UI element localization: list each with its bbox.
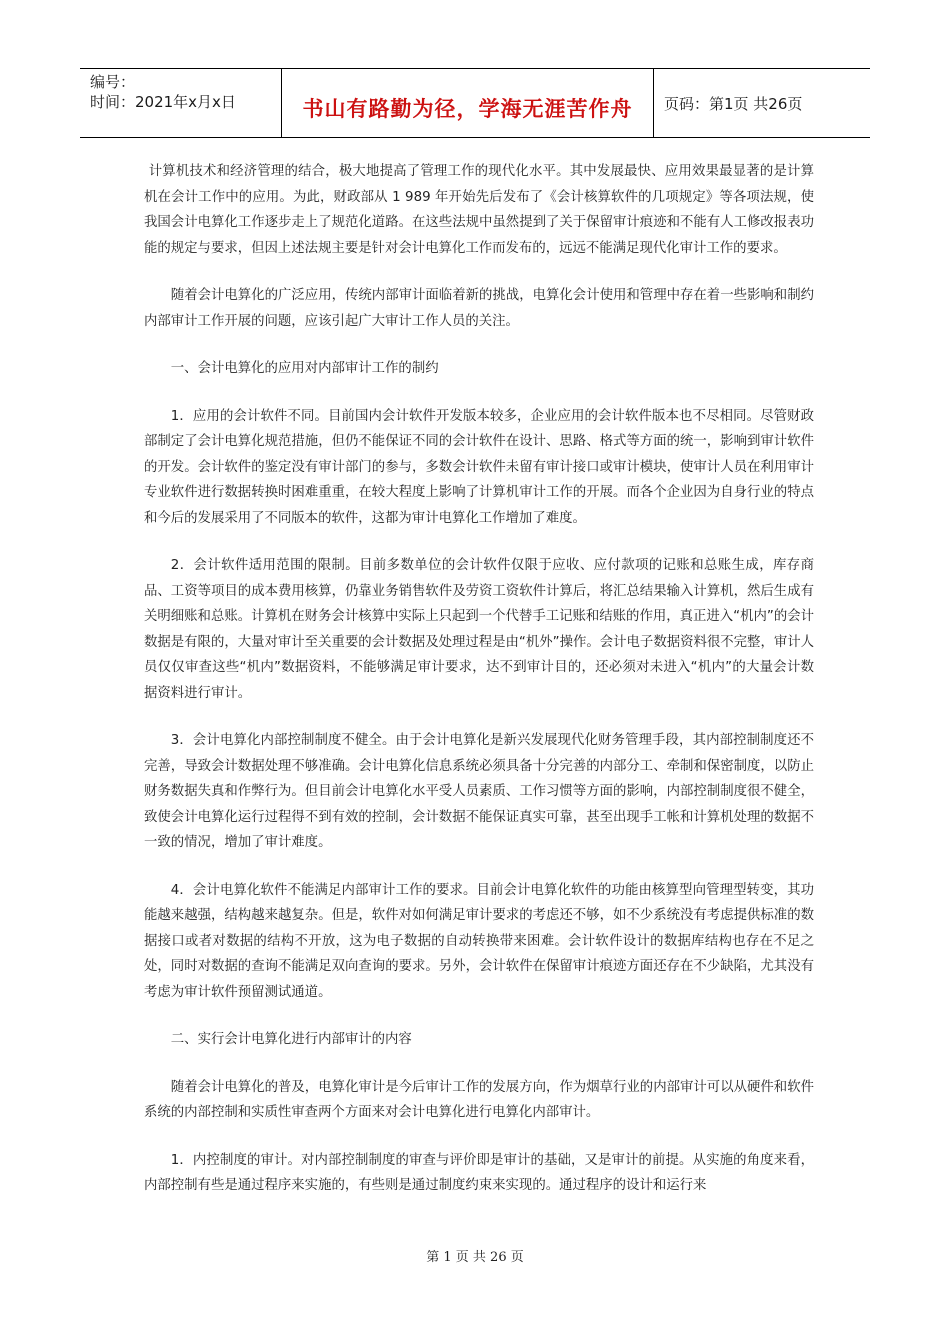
paragraph-internal-control: 1．内控制度的审计。对内部控制制度的审查与评价即是审计的基础，又是审计的前提。从实施的角度来看，内部控制有些是通过程序来实施的，有些则是通过制度约束来实现的。通过程序的设计和运行来	[144, 1152, 814, 1193]
paragraph-audit-direction: 随着会计电算化的普及，电算化审计是今后审计工作的发展方向，作为烟草行业的内部审计可以从硬件和软件系统的内部控制和实质性审查两个方面来对会计电算化进行电算化内部审计。	[144, 1079, 814, 1120]
section-heading-1: 一、会计电算化的应用对内部审计工作的制约	[170, 361, 439, 376]
paragraph-point-2: 2．会计软件适用范围的限制。目前多数单位的会计软件仅限于应收、应付款项的记账和总账生成，库存商品、工资等项目的成本费用核算，仍靠业务销售软件及劳资工资软件计算后，将汇总结果输入计算机，然后生成有关明细账和总账。计算机在财务会计核算中实际上只起到一个代替手工记账和结账的作用，真正进入“机内”的会计数据是有限的，大量对审计至关重要的会计数据及处理过程是由“机外”操作。会计电子数据资料很不完整，审计人员仅仅审查这些“机内”数据资料，不能够满足审计要求，达不到审计目的，还必须对未进入“机内”的大量会计数据资料进行审计。	[144, 558, 815, 701]
page-footer: 第 1 页 共 26 页	[426, 1250, 524, 1265]
paragraph-challenge: 随着会计电算化的广泛应用，传统内部审计面临着新的挑战，电算化会计使用和管理中存在着一些影响和制约内部审计工作开展的问题，应该引起广大审计工作人员的关注。	[144, 288, 814, 329]
header-info-cell	[80, 69, 282, 137]
paragraph-intro: 计算机技术和经济管理的结合，极大地提高了管理工作的现代化水平。其中发展最快、应用效果最显著的是计算机在会计工作中的应用。为此，财政部从 1 989 年开始先后发布了《会计核算软件的几项规定》等各项法规，使我国会计电算化工作逐步走上了规范化道路。在这些法规中虽然提到了关于保留审计痕迹和不能有人工修改报表功能的规定与要求，但因上述法规主要是针对会计电算化工作而发布的，远远不能满足现代化审计工作的要求。	[144, 164, 814, 256]
document-time-label: 时间：2021年x月x日	[90, 93, 236, 111]
document-body	[144, 159, 814, 1221]
paragraph-point-3: 3．会计电算化内部控制制度不健全。由于会计电算化是新兴发展现代化财务管理手段，其内部控制制度还不完善，导致会计数据处理不够准确。会计电算化信息系统必须具备十分完善的内部分工、牵制和保密制度，以防止财务数据失真和作弊行为。但目前会计电算化水平受人员素质、工作习惯等方面的影响，内部控制制度很不健全，致使会计电算化运行过程得不到有效的控制，会计数据不能保证真实可靠，甚至出现手工帐和计算机处理的数据不一致的情况，增加了审计难度。	[144, 733, 814, 850]
header-page-cell	[654, 69, 870, 137]
header-motto-cell	[282, 69, 654, 137]
paragraph-point-1: 1．应用的会计软件不同。目前国内会计软件开发版本较多，企业应用的会计软件版本也不尽相同。尽管财政部制定了会计电算化规范措施，但仍不能保证不同的会计软件在设计、思路、格式等方面的统一，影响到审计软件的开发。会计软件的鉴定没有审计部门的参与，多数会计软件未留有审计接口或审计模块，使审计人员在利用审计专业软件进行数据转换时困难重重，在较大程度上影响了计算机审计工作的开展。而各个企业因为自身行业的特点和今后的发展采用了不同版本的软件，这都为审计电算化工作增加了难度。	[144, 408, 814, 526]
section-heading-2: 二、实行会计电算化进行内部审计的内容	[170, 1032, 412, 1047]
header-motto: 书山有路勤为径，学海无涯苦作舟	[302, 97, 633, 121]
paragraph-point-4: 4．会计电算化软件不能满足内部审计工作的要求。目前会计电算化软件的功能由核算型向管理型转变，其功能越来越强，结构越来越复杂。但是，软件对如何满足审计要求的考虑还不够，如不少系统没有考虑提供标准的数据接口或者对数据的结构不开放，这为电子数据的自动转换带来困难。会计软件设计的数据库结构也存在不足之处，同时对数据的查询不能满足双向查询的要求。另外，会计软件在保留审计痕迹方面还存在不少缺陷，尤其没有考虑为审计软件预留测试通道。	[144, 882, 814, 1000]
document-number-label: 编号：	[90, 73, 136, 91]
header-page-code: 页码：第1页 共26页	[664, 95, 803, 113]
page-header	[80, 68, 870, 138]
